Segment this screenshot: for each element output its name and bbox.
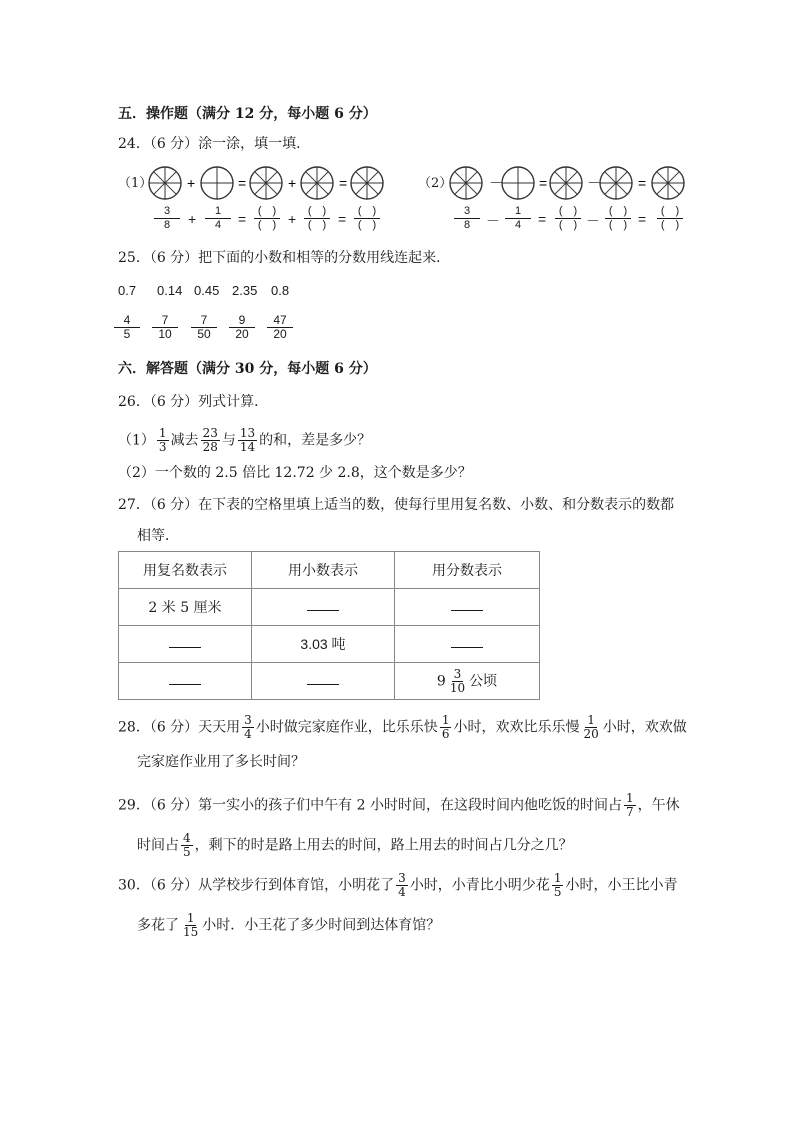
q24-p2-answer-3[interactable]: ( ) ( ) <box>655 205 685 232</box>
circle-eighths-icon[interactable] <box>351 167 383 199</box>
q24-p1-answer-3[interactable]: ( ) ( ) <box>352 205 382 232</box>
circle-quarters-icon[interactable] <box>201 167 233 199</box>
equals-sign: = <box>538 211 547 227</box>
table-blank-cell[interactable] <box>119 663 252 700</box>
q29-line1: 29．（6 分）第一实小的孩子们中午有 2 小时时间，在这段时间内他吃饭的时间占 $\frac{1}{7}$ ，午休 <box>118 791 680 819</box>
circle-quarters-icon[interactable] <box>502 167 534 199</box>
q26-stem: 26．（6 分）列式计算． <box>118 394 269 410</box>
circle-eighths-icon[interactable] <box>450 167 482 199</box>
q25-fraction[interactable]: 9 20 <box>227 314 257 341</box>
equals-sign: = <box>238 211 247 227</box>
plus-sign: + <box>288 211 297 227</box>
q27-stem-line2: 相等． <box>137 528 179 544</box>
q24-p1-frac-b: 1 4 <box>203 205 233 232</box>
table-blank-cell[interactable] <box>119 626 252 663</box>
q24-p2-answer-1[interactable]: ( ) ( ) <box>553 205 583 232</box>
equals-sign: = <box>338 211 347 227</box>
circle-eighths-icon[interactable] <box>301 167 333 199</box>
q24-p1-answer-2[interactable]: ( ) ( ) <box>302 205 332 232</box>
q24-p2-frac-a: 3 8 <box>452 205 482 232</box>
table-blank-cell[interactable] <box>395 626 540 663</box>
q30-line1: 30．（6 分）从学校步行到体育馆，小明花了 $\frac{3}{4}$ 小时，小青比小明少花 $\frac{1}{5}$ 小时，小王比小青 <box>118 871 678 899</box>
svg-text:=: = <box>238 175 247 191</box>
plus-sign: + <box>188 211 197 227</box>
circle-eighths-icon[interactable] <box>250 167 282 199</box>
q25-fraction[interactable]: 47 20 <box>265 314 295 341</box>
q24-p1-frac-a: 3 8 <box>152 205 182 232</box>
circle-eighths-icon[interactable] <box>149 167 181 199</box>
table-blank-cell[interactable] <box>252 589 395 626</box>
q29-line2: 时间占 $\frac{4}{5}$ ，剩下的时是路上用去的时间，路上用去的时间占几分之几？ <box>137 831 573 859</box>
table-header: 用分数表示 <box>395 552 540 589</box>
q25-fraction[interactable]: 4 5 <box>112 314 142 341</box>
svg-text:=: = <box>339 175 348 191</box>
table-cell: 2 米 5 厘米 <box>119 589 252 626</box>
q25-stem: 25．（6 分）把下面的小数和相等的分数用线连起来． <box>118 250 451 266</box>
table-header: 用复名数表示 <box>119 552 252 589</box>
equals-sign: = <box>638 211 647 227</box>
circle-eighths-icon[interactable] <box>550 167 582 199</box>
svg-text:－: － <box>587 175 601 191</box>
table-cell: 3.03 吨 <box>252 626 395 663</box>
q26-part2: （2）一个数的 2.5 倍比 12.72 少 2.8，这个数是多少？ <box>118 465 472 481</box>
q25-fraction[interactable]: 7 50 <box>189 314 219 341</box>
q26-part1: （1） $\frac{1}{3}$ 减去 $\frac{23}{28}$ 与 $\frac{13}{14}$ 的和，差是多少？ <box>118 426 372 454</box>
q28-line2: 完家庭作业用了多长时间？ <box>137 754 305 770</box>
table-blank-cell[interactable] <box>252 663 395 700</box>
q24-part1-label: （1） <box>118 176 153 191</box>
svg-text:－: － <box>489 175 503 191</box>
q25-decimal[interactable]: 0.8 <box>271 283 290 298</box>
q24-stem: 24．（6 分）涂一涂，填一填． <box>118 136 311 152</box>
table-blank-cell[interactable] <box>395 589 540 626</box>
svg-text:=: = <box>638 175 647 191</box>
section6-heading: 六．解答题（满分 30 分，每小题 6 分） <box>118 361 377 377</box>
minus-sign: － <box>486 213 500 229</box>
q25-decimal[interactable]: 0.45 <box>194 283 220 298</box>
q25-decimal[interactable]: 0.7 <box>118 283 137 298</box>
q27-table <box>118 551 540 700</box>
section5-heading: 五．操作题（满分 12 分，每小题 6 分） <box>118 106 377 122</box>
q25-fraction[interactable]: 7 10 <box>150 314 180 341</box>
q24-p1-answer-1[interactable]: ( ) ( ) <box>252 205 282 232</box>
q24-part2-label: （2） <box>418 176 453 191</box>
q25-decimal[interactable]: 0.14 <box>157 283 183 298</box>
circle-eighths-icon[interactable] <box>652 167 684 199</box>
q30-line2: 多花了 $\frac{1}{15}$ 小时．小王花了多少时间到达体育馆？ <box>137 911 441 939</box>
q27-stem-line1: 27．（6 分）在下表的空格里填上适当的数，使每行里用复名数、小数、和分数表示的数都 <box>118 497 675 513</box>
q25-decimal[interactable]: 2.35 <box>232 283 258 298</box>
q28-line1: 28．（6 分）天天用 $\frac{3}{4}$ 小时做完家庭作业，比乐乐快 $\frac{1}{6}$ 小时，欢欢比乐乐慢 $\frac{1}{20}$ 小时，欢欢做 <box>118 713 687 741</box>
svg-text:=: = <box>539 175 548 191</box>
minus-sign: － <box>586 213 600 229</box>
svg-text:+: + <box>187 175 196 191</box>
svg-text:+: + <box>288 175 297 191</box>
table-cell: 9 $\frac{3}{10}$ 公顷 <box>395 663 540 700</box>
table-header: 用小数表示 <box>252 552 395 589</box>
circle-eighths-icon[interactable] <box>600 167 632 199</box>
q24-p2-frac-b: 1 4 <box>503 205 533 232</box>
q24-p2-answer-2[interactable]: ( ) ( ) <box>603 205 633 232</box>
